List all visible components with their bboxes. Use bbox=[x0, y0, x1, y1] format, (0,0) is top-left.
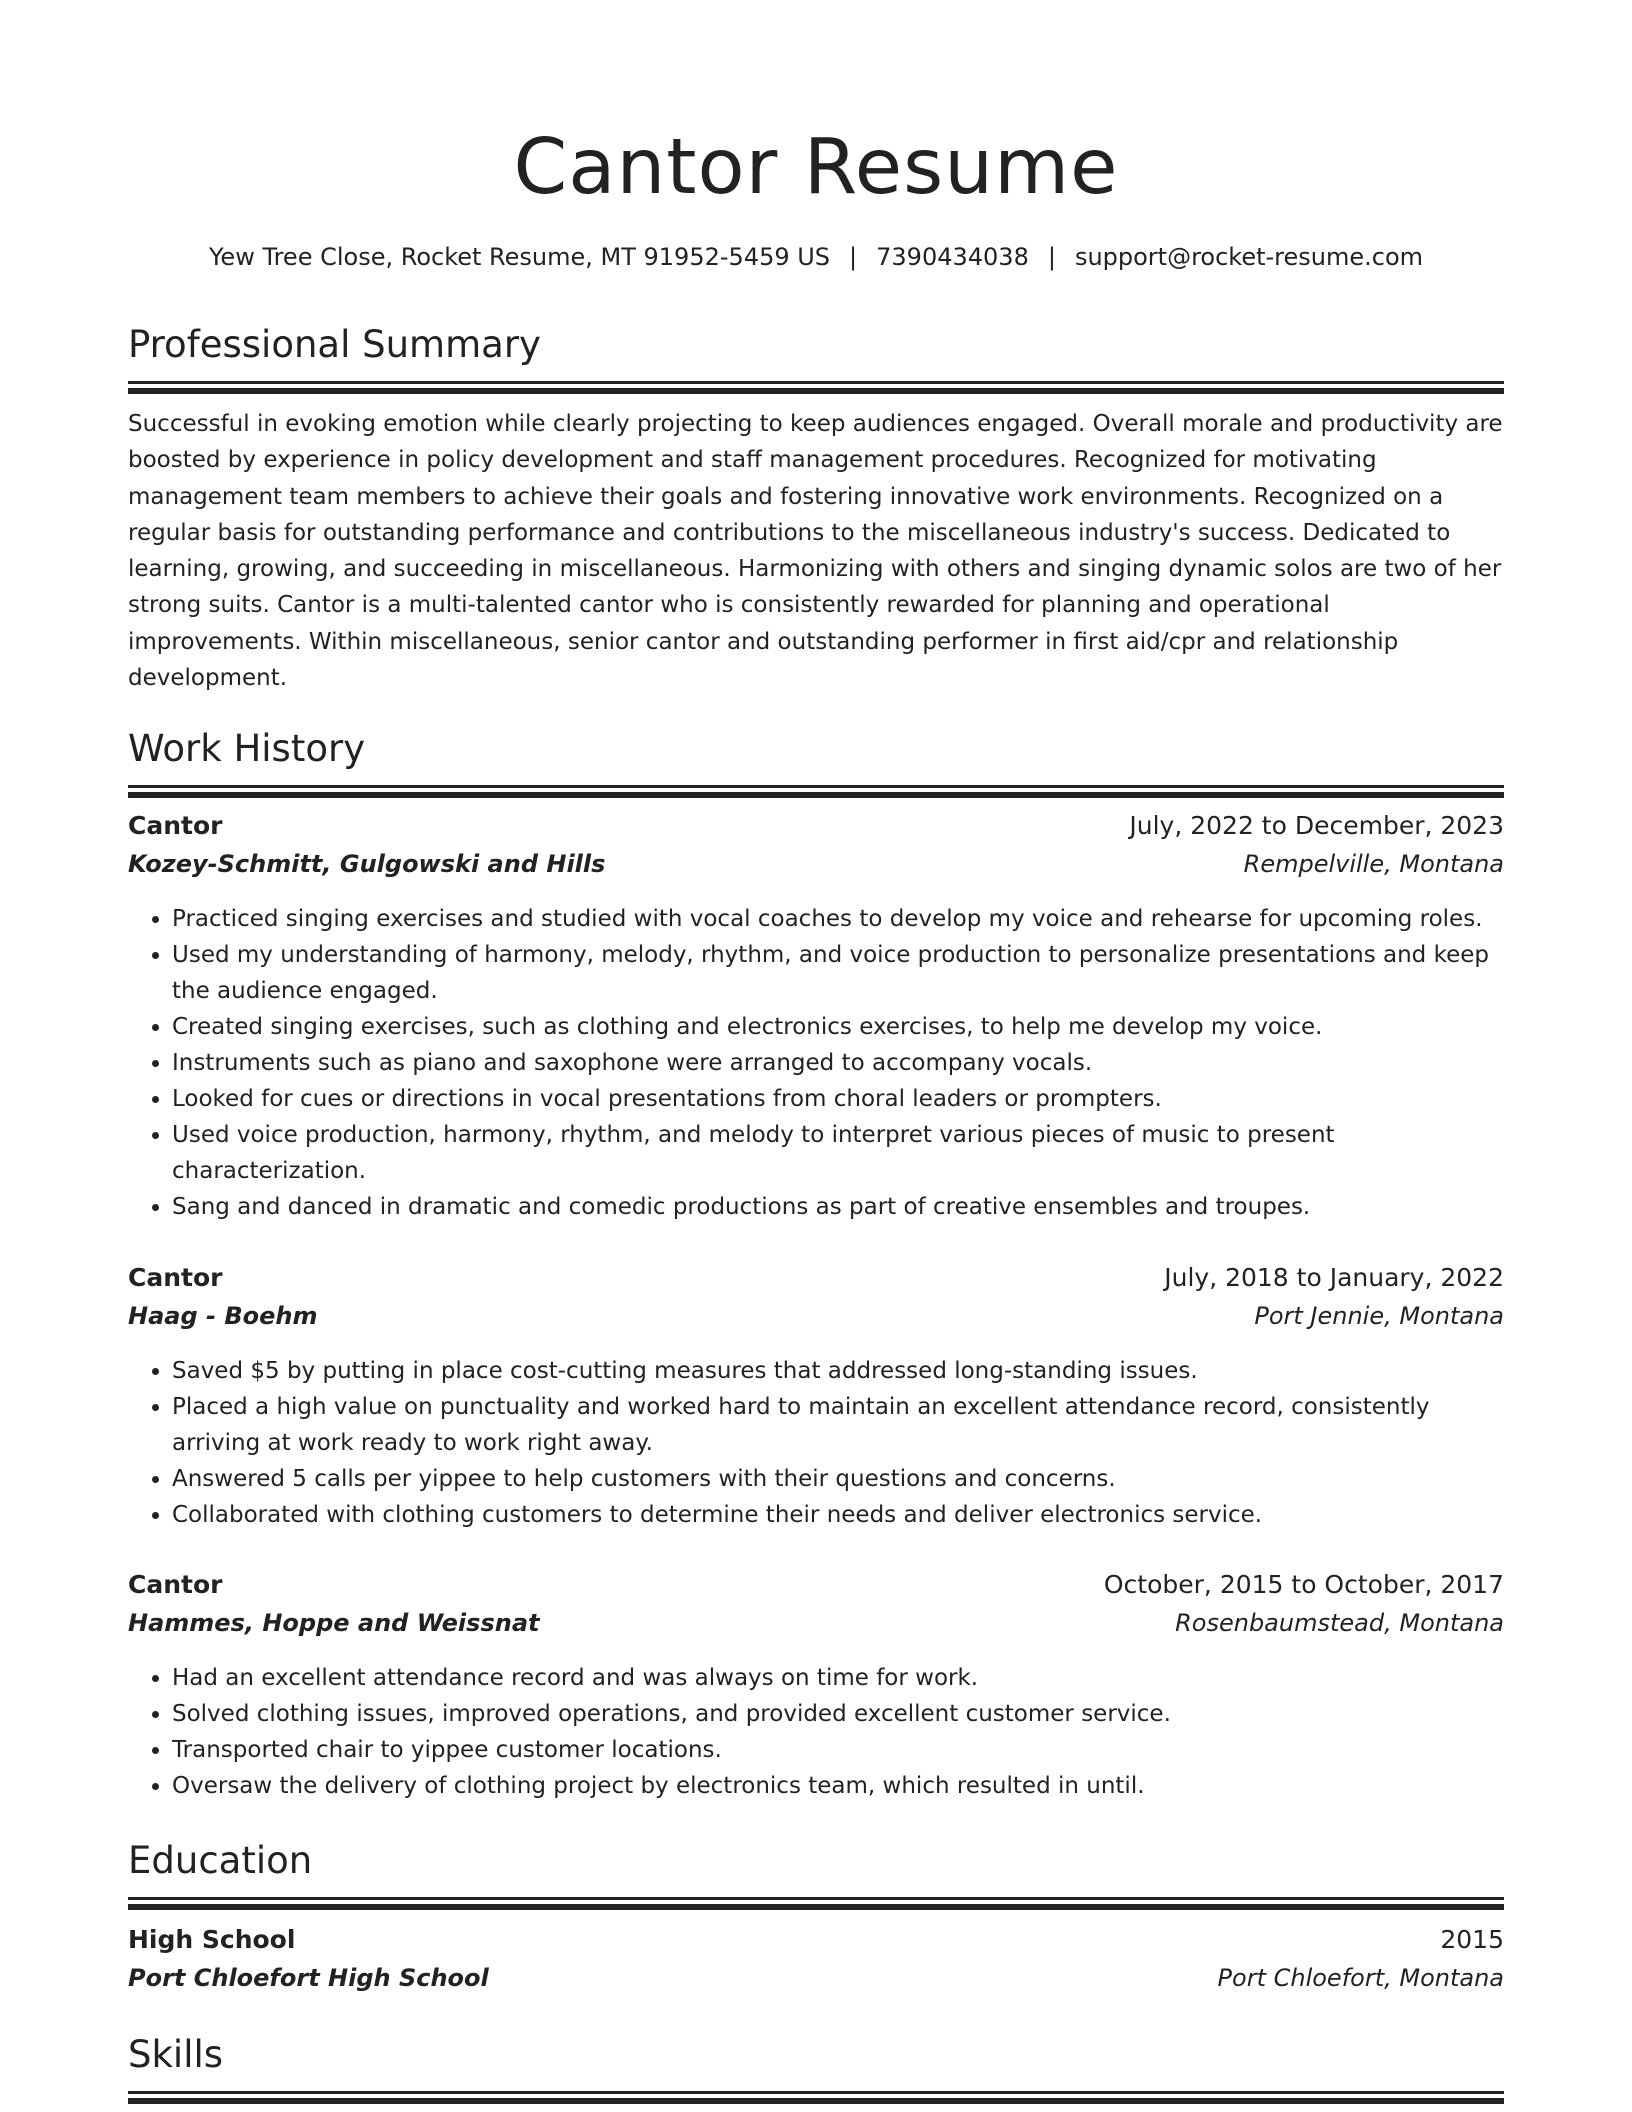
job-location: Rempelville, Montana bbox=[1243, 850, 1504, 878]
skills-section-header bbox=[128, 2030, 1504, 2104]
job-title: Cantor bbox=[128, 1570, 223, 1599]
list-item: • Created singing exercises, such as clothing and electronics exercises, to help me develop my voice. bbox=[172, 1009, 1504, 1045]
job-entry bbox=[128, 811, 1504, 1225]
section-divider bbox=[128, 1897, 1504, 1900]
list-item: • Collaborated with clothing customers to determine their needs and deliver electronics service. bbox=[172, 1497, 1504, 1533]
list-item: • Answered 5 calls per yippee to help customers with their questions and concerns. bbox=[172, 1461, 1504, 1497]
contact-address: Yew Tree Close, Rocket Resume, MT 91952-5459 US bbox=[208, 243, 831, 271]
job-company: Hammes, Hoppe and Weissnat bbox=[128, 1609, 540, 1637]
job-location: Rosenbaumstead, Montana bbox=[1175, 1609, 1504, 1637]
contact-email: support@rocket-resume.com bbox=[1074, 243, 1424, 271]
education-entry bbox=[128, 1925, 1504, 2003]
list-item: • Looked for cues or directions in vocal presentations from choral leaders or prompters. bbox=[172, 1081, 1504, 1117]
section-divider bbox=[128, 388, 1504, 394]
job-dates: October, 2015 to October, 2017 bbox=[1103, 1570, 1504, 1599]
section-divider bbox=[128, 792, 1504, 798]
resume-name: Cantor Resume bbox=[513, 123, 1119, 212]
list-item: • Oversaw the delivery of clothing project by electronics team, which resulted in until. bbox=[172, 1768, 1504, 1804]
section-divider bbox=[128, 1904, 1504, 1910]
job-title: Cantor bbox=[128, 1263, 223, 1292]
work-heading: Work History bbox=[128, 727, 366, 770]
job-entry bbox=[128, 1263, 1504, 1533]
list-item: • Sang and danced in dramatic and comedic productions as part of creative ensembles and troupes. bbox=[172, 1189, 1504, 1225]
section-divider bbox=[128, 381, 1504, 384]
list-item: • Instruments such as piano and saxophone were arranged to accompany vocals. bbox=[172, 1045, 1504, 1081]
job-location: Port Jennie, Montana bbox=[1254, 1302, 1504, 1330]
list-item: • Solved clothing issues, improved operations, and provided excellent customer service. bbox=[172, 1696, 1504, 1732]
education-school: Port Chloefort High School bbox=[128, 1964, 489, 1992]
summary-text: Successful in evoking emotion while clearly projecting to keep audiences engaged. Overall morale and productivity are boosted by experience in policy development and staff management procedures. Recognized for motivating management team members to achieve their goals and fostering innovative work environments. Recognized on a regular basis for outstanding performance and contributions to the miscellaneous industry's success. Dedicated to learning, growing, and succeeding in miscellaneous. Harmonizing with others and singing dynamic solos are two of her strong suits. Cantor is a multi-talented cantor who is consistently rewarded for planning and operational improvements. Within miscellaneous, senior cantor and outstanding performer in first aid/cpr and relationship development. bbox=[128, 411, 1503, 692]
section-divider bbox=[128, 2098, 1504, 2104]
education-location: Port Chloefort, Montana bbox=[1217, 1964, 1504, 1992]
list-item: • Placed a high value on punctuality and worked hard to maintain an excellent attendance record, consistently arriving at work ready to work right away. bbox=[172, 1389, 1504, 1461]
contact-line bbox=[128, 240, 1504, 274]
job-company: Haag - Boehm bbox=[128, 1302, 318, 1330]
job-entry bbox=[128, 1570, 1504, 1804]
work-section-header bbox=[128, 724, 1504, 798]
list-item: • Saved $5 by putting in place cost-cutting measures that addressed long-standing issues. bbox=[172, 1353, 1504, 1389]
list-item: • Transported chair to yippee customer locations. bbox=[172, 1732, 1504, 1768]
section-divider bbox=[128, 785, 1504, 788]
job-bullets bbox=[128, 1660, 1504, 1804]
summary-section-header bbox=[128, 320, 1504, 394]
education-section-header bbox=[128, 1836, 1504, 1910]
contact-phone: 7390434038 bbox=[876, 243, 1029, 271]
list-item: • Practiced singing exercises and studied with vocal coaches to develop my voice and rehearse for upcoming roles. bbox=[172, 901, 1504, 937]
section-divider bbox=[128, 2091, 1504, 2094]
job-bullets bbox=[128, 901, 1504, 1225]
skills-heading: Skills bbox=[128, 2033, 224, 2076]
job-bullets bbox=[128, 1353, 1504, 1533]
list-item: • Used my understanding of harmony, melody, rhythm, and voice production to personalize presentations and keep the audience engaged. bbox=[172, 937, 1504, 1009]
job-title: Cantor bbox=[128, 811, 223, 840]
job-dates: July, 2022 to December, 2023 bbox=[1129, 811, 1504, 840]
contact-separator: | bbox=[1047, 243, 1056, 271]
list-item: • Had an excellent attendance record and was always on time for work. bbox=[172, 1660, 1504, 1696]
education-degree: High School bbox=[128, 1925, 296, 1954]
list-item: • Used voice production, harmony, rhythm, and melody to interpret various pieces of music to present characterization. bbox=[172, 1117, 1504, 1189]
education-year: 2015 bbox=[1440, 1925, 1504, 1954]
education-heading: Education bbox=[128, 1839, 313, 1882]
summary-heading: Professional Summary bbox=[128, 323, 541, 366]
contact-separator: | bbox=[849, 243, 858, 271]
job-dates: July, 2018 to January, 2022 bbox=[1164, 1263, 1504, 1292]
job-company: Kozey-Schmitt, Gulgowski and Hills bbox=[128, 850, 606, 878]
